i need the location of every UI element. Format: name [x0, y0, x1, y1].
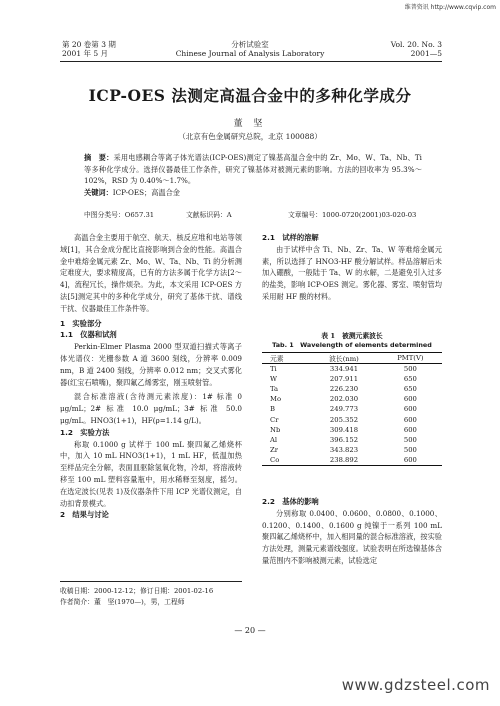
table-cell-pmt: 650 — [403, 384, 417, 393]
intro-paragraph: 高温合金主要用于航空、航天、核反应堆和电站等领域[1]，其合金成分配比直接影响到合金的性能。高温合金中难熔金属元素 Zr、Mo、W、Ta、Nb、Ti 的分析测定难度大，要求精度高，已有的方法多属于化学方法[2～4]，流程冗长，操作烦杂。为此，本文采用 ICP-OES 方法[5]测定其中的多种化学成分，研究了基体干扰、谱线干扰、仪器最佳工作条件等。 — [60, 233, 242, 313]
table-cell-pmt: 650 — [403, 374, 417, 383]
left-column — [60, 232, 242, 521]
keywords-label: 关键词： — [84, 187, 113, 197]
section-1-heading: 1 实验部分 — [60, 318, 102, 328]
table-cell-wavelength: 249.773 — [329, 405, 359, 414]
footnote-author: 作者简介：董 坚(1970—)，男，工程师 — [60, 598, 185, 606]
table-cell-pmt: 500 — [403, 446, 417, 455]
table-row — [262, 425, 442, 435]
clc-number: 中图分类号：O657.31 — [84, 211, 155, 219]
watermark-bottom: www.gdzsteel.com — [341, 676, 490, 694]
table-cell-element: Co — [270, 456, 280, 465]
footnote-rule — [60, 581, 242, 582]
table-cell-wavelength: 226.230 — [329, 384, 359, 393]
watermark-top: 维普资讯 http://www.cqvip.com — [404, 4, 496, 11]
table-cell-element: W — [270, 374, 277, 383]
document-code: 文献标识码：A — [186, 211, 232, 219]
table-row — [262, 414, 442, 424]
table-cell-element: B — [270, 405, 275, 414]
table-cell-wavelength: 207.911 — [329, 374, 359, 383]
article-id: 文章编号：1000-0720(2001)03-020-03 — [288, 211, 417, 219]
table-header-pmt: PMT(V) — [397, 354, 424, 362]
header-volume-line: 第 20 卷第 3 期 — [62, 40, 116, 49]
right-column — [262, 232, 442, 303]
reagent-paragraph: 混合标准溶液(含待测元素浓度)：1# 标准 0 μg/mL；2# 标准 10.0 μg/mL；3# 标准 50.0 μg/mL。HNO3(1+1)，HF(ρ=1.14 g/L)。 — [60, 392, 242, 425]
keywords: ICP-OES；高温合金 — [112, 187, 180, 197]
table-row — [262, 455, 442, 465]
table-1 — [262, 330, 442, 466]
table-header-element: 元素 — [270, 355, 284, 363]
table-row — [262, 435, 442, 445]
wavelength-table — [262, 352, 442, 466]
table-row — [262, 374, 442, 384]
section-1-2-heading: 1.2 实验方法 — [60, 427, 110, 437]
table-cell-wavelength: 202.030 — [329, 395, 359, 404]
footnotes — [60, 586, 250, 608]
header-journal-cn: 分析试验室 — [231, 40, 269, 49]
table-row — [262, 384, 442, 394]
header-vol-en — [391, 40, 442, 58]
table-cell-wavelength: 396.152 — [329, 435, 359, 444]
table-cell-element: Al — [270, 435, 278, 444]
author: 董 坚 — [233, 119, 267, 129]
table-cell-element: Nb — [270, 425, 281, 434]
table-cell-element: Ti — [270, 364, 277, 373]
section-2-2-heading: 2.2 基体的影响 — [262, 497, 319, 506]
method-paragraph: 称取 0.1000 g 试样于 100 mL 聚四氟乙烯烧杯中，加入 10 mL HNO3(1+1)，1 mL HF，低温加热至样品完全分解，表面皿驱除氢氧化物，冷却，将溶液转移至 100 mL 塑料容量瓶中，用水稀释至刻度，摇匀。在选定波长(见表 1)及仪器条件下用 ICP 光谱仪测定，自动扣背景模式。 — [60, 439, 242, 508]
abstract-text: 采用电感耦合等离子体光谱法(ICP-OES)测定了镍基高温合金中的 Zr、Mo、W、Ta、Nb、Ti 等多种化学成分。选择仪器最佳工作条件，研究了镍基体对被测元素的影响。方法的回收率为 95.3%～102%，RSD 为 0.40%～1.7%。 — [84, 153, 422, 186]
abstract — [84, 152, 422, 198]
section-1-1-heading: 1.1 仪器和试剂 — [60, 330, 117, 340]
header-rule — [60, 61, 442, 62]
table-cell-pmt: 500 — [403, 364, 417, 373]
instrument-paragraph: Perkin-Elmer Plasma 2000 型双道扫描式等离子体光谱仪：光栅参数 A 道 3600 刻线，分辨率 0.009 nm，B 道 2400 刻线，分辨率 0.012 nm；交叉式雾化器(红宝石喷嘴)，聚四氟乙烯雾室，刚玉喷射管。 — [60, 342, 242, 387]
dissolution-paragraph: 由于试样中含 Ti、Nb、Zr、Ta、W 等难熔金属元素，所以选择了 HNO3-HF 酸分解试样。样品溶解后未加入硼酸，一般陆于 Ta、W 的水解，二是避免引入过多的盐类，影响 ICP-OES 测定。雾化器、雾室、喷射管均采用耐 HF 酸的材料。 — [262, 244, 442, 301]
article-title: ICP-OES 法测定高温合金中的多种化学成分 — [88, 86, 412, 105]
footnote-received: 收稿日期：2000-12-12；修订日期：2001-02-16 — [60, 587, 214, 595]
table-cell-pmt: 600 — [403, 415, 417, 424]
table-cell-pmt: 500 — [403, 435, 417, 444]
header-date-line: 2001 年 5 月 — [62, 49, 109, 58]
table-row — [262, 404, 442, 414]
table-cell-wavelength: 205.352 — [329, 415, 359, 424]
table-header-wavelength: 波长(nm) — [329, 355, 359, 363]
section-2-heading: 2 结果与讨论 — [60, 510, 109, 520]
header-vol-en-line: Vol. 20. No. 3 — [390, 40, 442, 49]
table-cell-element: Zr — [270, 446, 278, 455]
section-2-1-heading: 2.1 试样的溶解 — [262, 233, 319, 242]
header-year-line: 2001—5 — [410, 49, 442, 58]
table-caption-en: Tab. 1 Wavelength of elements determined — [272, 341, 432, 349]
table-cell-pmt: 600 — [403, 456, 417, 465]
right-column-lower — [262, 496, 442, 567]
table-row — [262, 394, 442, 404]
table-header-row — [262, 353, 442, 364]
table-cell-wavelength: 343.823 — [329, 446, 359, 455]
table-cell-wavelength: 309.418 — [329, 425, 359, 434]
page-number: — 20 — — [234, 626, 266, 635]
table-cell-element: Cr — [270, 415, 279, 424]
table-cell-pmt: 600 — [403, 425, 417, 434]
table-cell-element: Ta — [270, 384, 279, 393]
table-cell-pmt: 600 — [403, 395, 417, 404]
table-cell-pmt: 600 — [403, 405, 417, 414]
table-row — [262, 445, 442, 455]
affiliation: （北京有色金属研究总院，北京 100088） — [178, 132, 322, 141]
table-cell-element: Mo — [270, 395, 282, 404]
table-cell-wavelength: 334.941 — [329, 364, 359, 373]
abstract-label: 摘 要： — [84, 153, 114, 162]
table-row — [262, 364, 442, 374]
table-cell-wavelength: 238.892 — [329, 456, 359, 465]
matrix-paragraph: 分别称取 0.0400、0.0600、0.0800、0.1000、0.1200、0.1400、0.1600 g 纯镍于一系列 100 mL 聚四氟乙烯烧杯中，加入相同量的混合标准溶液，按实验方法处理，测量元素谱线强度。试验表明在所选镍基体含量范围内不影响被测元素，试验选定 — [262, 508, 442, 565]
table-caption-cn: 表 1 被测元素波长 — [321, 332, 383, 340]
header-journal-en: Chinese Journal of Analysis Laboratory — [175, 49, 325, 58]
